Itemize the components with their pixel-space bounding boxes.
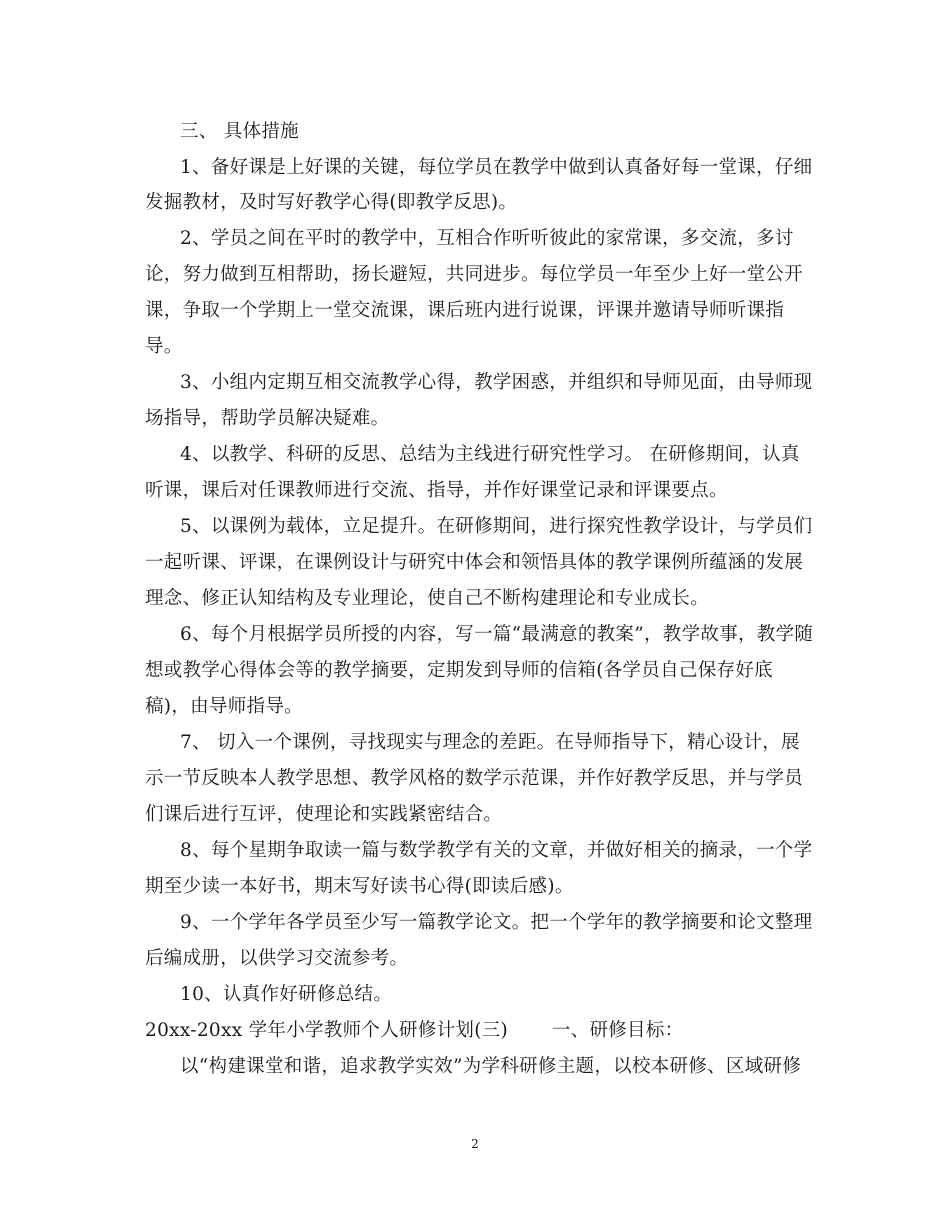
paragraph-line: 课，争取一个学期上一堂交流课，课后班内进行说课，评课并邀请导师听课指: [145, 300, 785, 321]
paragraph-line: 以“构建课堂和谐，追求教学实效”为学科研修主题，以校本研修、区域研修: [180, 1056, 802, 1077]
paragraph-line: 示一节反映本人教学思想、教学风格的数学示范课，并作好教学反思，并与学员: [145, 768, 804, 789]
paragraph-line: 5、以课例为载体，立足提升。在研修期间，进行探究性教学设计，与学员们: [180, 516, 813, 537]
paragraph-line: 导。: [145, 336, 183, 357]
paragraph-line: 7、 切入一个课例，寻找现实与理念的差距。在导师指导下，精心设计，展: [180, 732, 800, 753]
paragraph-line: 一起听课、评课，在课例设计与研究中体会和领悟具体的教学课例所蕴涵的发展: [145, 552, 804, 573]
paragraph-line: 10、认真作好研修总结。: [180, 984, 393, 1005]
plan-title-line: 20xx-20xx 学年小学教师个人研修计划(三) 一、研修目标：: [145, 1020, 684, 1041]
paragraph-line: 4、以教学、科研的反思、总结为主线进行研究性学习。 在研修期间，认真: [180, 444, 800, 465]
paragraph-line: 1、备好课是上好课的关键，每位学员在教学中做到认真备好每一堂课，仔细: [180, 157, 813, 178]
paragraph-line: 期至少读一本好书，期末写好读书心得(即读后感)。: [145, 876, 574, 897]
paragraph-line: 6、每个月根据学员所授的内容，写一篇“最满意的教案”，教学故事，教学随: [180, 624, 814, 645]
paragraph-line: 论，努力做到互相帮助，扬长避短，共同进步。每位学员一年至少上好一堂公开: [145, 264, 804, 285]
paragraph-line: 想或教学心得体会等的教学摘要，定期发到导师的信箱(各学员自己保存好底: [145, 660, 773, 681]
page-number: 2: [471, 1137, 479, 1151]
section-heading: 三、 具体措施: [180, 121, 299, 142]
paragraph-line: 9、一个学年各学员至少写一篇教学论文。把一个学年的教学摘要和论文整理: [180, 912, 813, 933]
paragraph-line: 们课后进行互评，使理论和实践紧密结合。: [145, 804, 503, 825]
paragraph-line: 理念、修正认知结构及专业理论，使自己不断构建理论和专业成长。: [145, 588, 710, 609]
paragraph-line: 发掘教材，及时写好教学心得(即教学反思)。: [145, 192, 518, 213]
paragraph-line: 场指导，帮助学员解决疑难。: [145, 408, 390, 429]
paragraph-line: 8、每个星期争取读一篇与数学教学有关的文章，并做好相关的摘录，一个学: [180, 840, 813, 861]
paragraph-line: 后编成册，以供学习交流参考。: [145, 948, 409, 969]
paragraph-line: 稿)，由导师指导。: [145, 696, 303, 717]
paragraph-line: 2、学员之间在平时的教学中，互相合作听听彼此的家常课，多交流，多讨: [180, 228, 794, 249]
paragraph-line: 听课，课后对任课教师进行交流、指导，并作好课堂记录和评课要点。: [145, 480, 728, 501]
paragraph-line: 3、小组内定期互相交流教学心得，教学困惑，并组织和导师见面，由导师现: [180, 372, 813, 393]
